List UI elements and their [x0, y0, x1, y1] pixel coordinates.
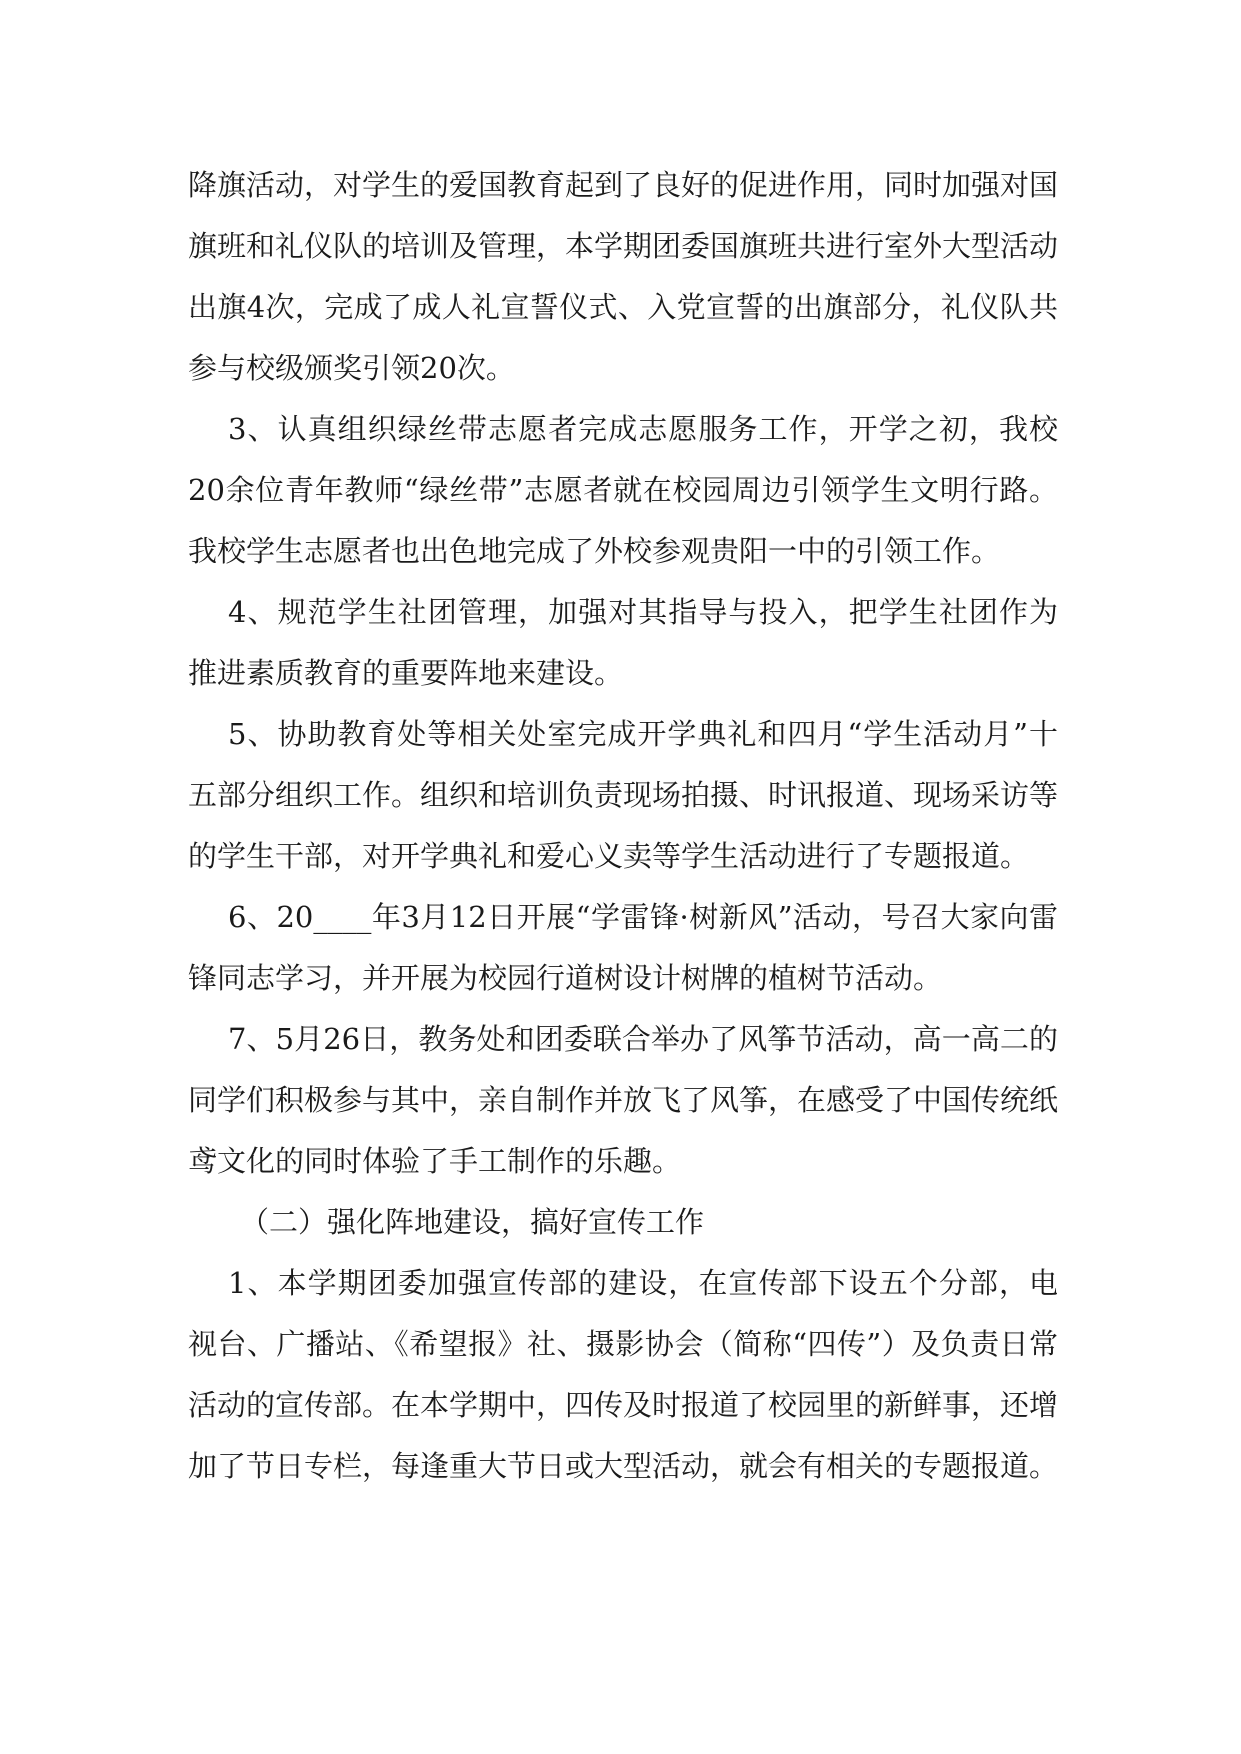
paragraph-item-3-volunteers: 3、认真组织绿丝带志愿者完成志愿服务工作，开学之初，我校20余位青年教师“绿丝带”志愿者就在校园周边引领学生文明行路。我校学生志愿者也出色地完成了外校参观贵阳一中的引领工作。 — [188, 412, 1058, 568]
paragraph-item-5-activities-month: 5、协助教育处等相关处室完成开学典礼和四月“学生活动月”十五部分组织工作。组织和培训负责现场拍摄、时讯报道、现场采访等的学生干部，对开学典礼和爱心义卖等学生活动进行了专题报道。 — [188, 717, 1059, 873]
section-heading-publicity: （二）强化阵地建设，搞好宣传工作 — [240, 1205, 705, 1239]
paragraph-flag-ceremony-continued: 降旗活动，对学生的爱国教育起到了良好的促进作用，同时加强对国旗班和礼仪队的培训及管理，本学期团委国旗班共进行室外大型活动出旗4次，完成了成人礼宣誓仪式、入党宣誓的出旗部分，礼仪队共参与校级颁奖引领20次。 — [188, 168, 1059, 385]
paragraph-item-4-clubs: 4、规范学生社团管理，加强对其指导与投入，把学生社团作为推进素质教育的重要阵地来建设。 — [188, 595, 1058, 690]
paragraph-item-7-kite-festival: 7、5月26日，教务处和团委联合举办了风筝节活动，高一高二的同学们积极参与其中，亲自制作并放飞了风筝，在感受了中国传统纸鸢文化的同时体验了手工制作的乐趣。 — [188, 1022, 1059, 1178]
document-body — [188, 155, 1058, 1497]
paragraph-publicity-item-1: 1、本学期团委加强宣传部的建设，在宣传部下设五个分部，电视台、广播站、《希望报》社、摄影协会（简称“四传”）及负责日常活动的宣传部。在本学期中，四传及时报道了校园里的新鲜事，还增加了节日专栏，每逢重大节日或大型活动，就会有相关的专题报道。 — [188, 1266, 1059, 1483]
paragraph-item-6-lei-feng: 6、20____年3月12日开展“学雷锋·树新风”活动，号召大家向雷锋同志学习，并开展为校园行道树设计树牌的植树节活动。 — [188, 900, 1058, 995]
